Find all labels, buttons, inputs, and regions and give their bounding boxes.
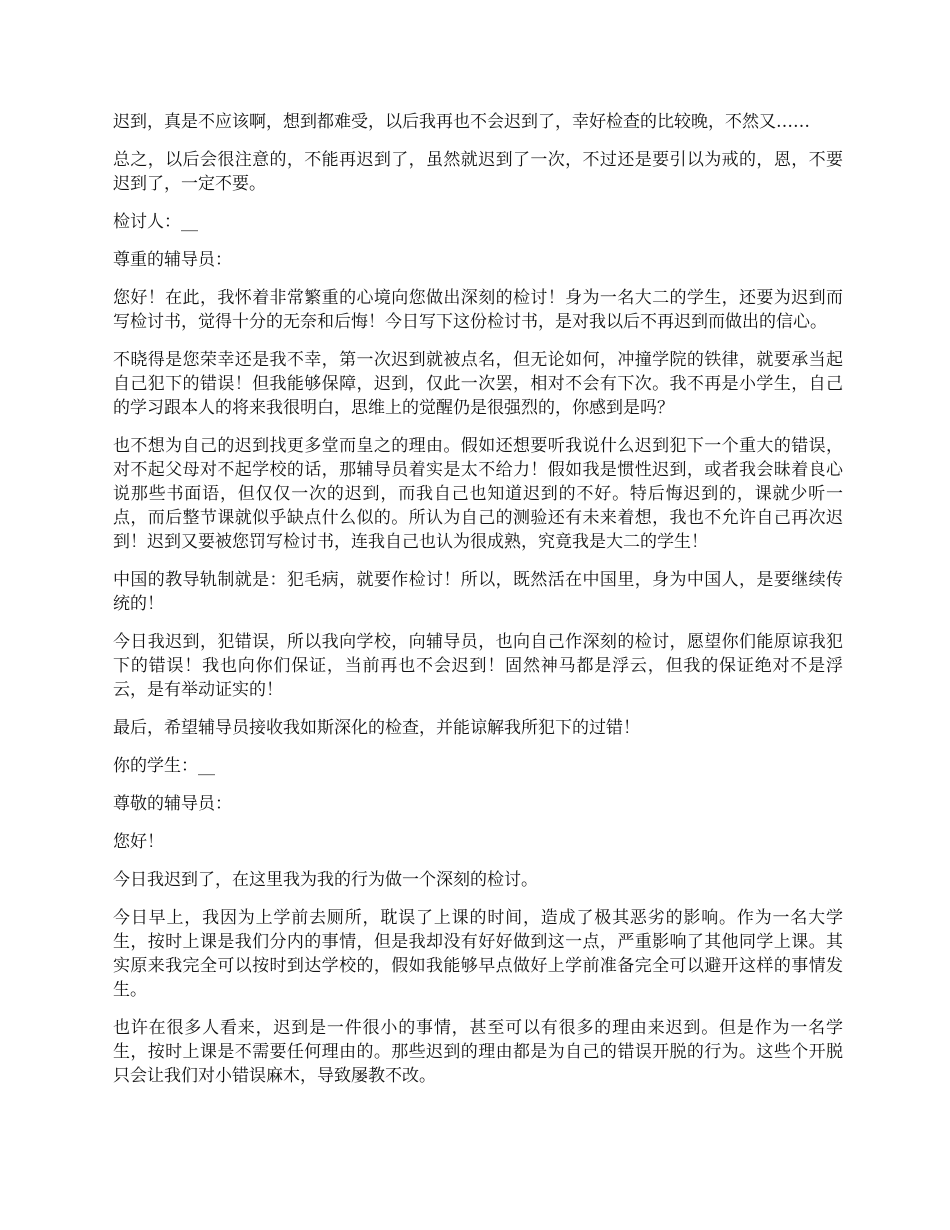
paragraph-8: 中国的教导轨制就是：犯毛病，就要作检讨！所以，既然活在中国里，身为中国人，是要继续传统的！ <box>113 570 843 614</box>
paragraph-2: 总之，以后会很注意的，不能再迟到了，虽然就迟到了一次，不过还是要引以为戒的，恩，不要迟到了，一定不要。 <box>113 150 843 194</box>
paragraph-15: 今日早上，我因为上学前去厕所，耽误了上课的时间，造成了极其恶劣的影响。作为一名大学生，按时上课是我们分内的事情，但是我却没有好好做到这一点，严重影响了其他同学上课。其实原来我完全可以按时到达学校的，假如我能够早点做好上学前准备完全可以避开这样的事情发生。 <box>113 908 843 1000</box>
signature-line-reviewer: 检讨人：__ <box>113 212 198 232</box>
salutation-2: 尊敬的辅导员： <box>113 794 232 814</box>
paragraph-7: 也不想为自己的迟到找更多堂而皇之的理由。假如还想要听我说什么迟到犯下一个重大的错误，对不起父母对不起学校的话，那辅导员着实是太不给力！假如我是惯性迟到，或者我会昧着良心说那些书面语，但仅仅一次的迟到，而我自己也知道迟到的不好。特后悔迟到的，课就少听一点，而后整节课就似乎缺点什么似的。所认为自己的测验还有未来着想，我也不允许自己再次迟到！迟到又要被您罚写检讨书，连我自己也认为很成熟，究竟我是大二的学生！ <box>113 436 843 552</box>
paragraph-10: 最后，希望辅导员接收我如斯深化的检查，并能谅解我所犯下的过错！ <box>113 718 640 738</box>
document-body <box>113 110 843 1102</box>
paragraph-9: 今日我迟到，犯错误，所以我向学校，向辅导员，也向自己作深刻的检讨，愿望你们能原谅我犯下的错误！我也向你们保证，当前再也不会迟到！固然神马都是浮云，但我的保证绝对不是浮云，是有举动证实的！ <box>113 632 843 700</box>
paragraph-1: 迟到，真是不应该啊，想到都难受，以后我再也不会迟到了，幸好检查的比较晚，不然又…… <box>113 112 810 132</box>
paragraph-14: 今日我迟到了，在这里我为我的行为做一个深刻的检讨。 <box>113 870 538 890</box>
greeting: 您好！ <box>113 832 164 852</box>
paragraph-5: 您好！在此，我怀着非常繁重的心境向您做出深刻的检讨！身为一名大二的学生，还要为迟到而写检讨书，觉得十分的无奈和后悔！今日写下这份检讨书，是对我以后不再迟到而做出的信心。 <box>113 288 843 332</box>
signature-line-student: 你的学生：__ <box>113 756 215 776</box>
salutation-1: 尊重的辅导员： <box>113 250 232 270</box>
paragraph-16: 也许在很多人看来，迟到是一件很小的事情，甚至可以有很多的理由来迟到。但是作为一名学生，按时上课是不需要任何理由的。那些迟到的理由都是为自己的错误开脱的行为。这些个开脱只会让我们对小错误麻木，导致屡教不改。 <box>113 1018 843 1086</box>
paragraph-6: 不晓得是您荣幸还是我不幸，第一次迟到就被点名，但无论如何，冲撞学院的铁律，就要承当起自己犯下的错误！但我能够保障，迟到，仅此一次罢，相对不会有下次。我不再是小学生，自己的学习跟本人的将来我很明白，思维上的觉醒仍是很强烈的，你感到是吗？ <box>113 350 843 418</box>
